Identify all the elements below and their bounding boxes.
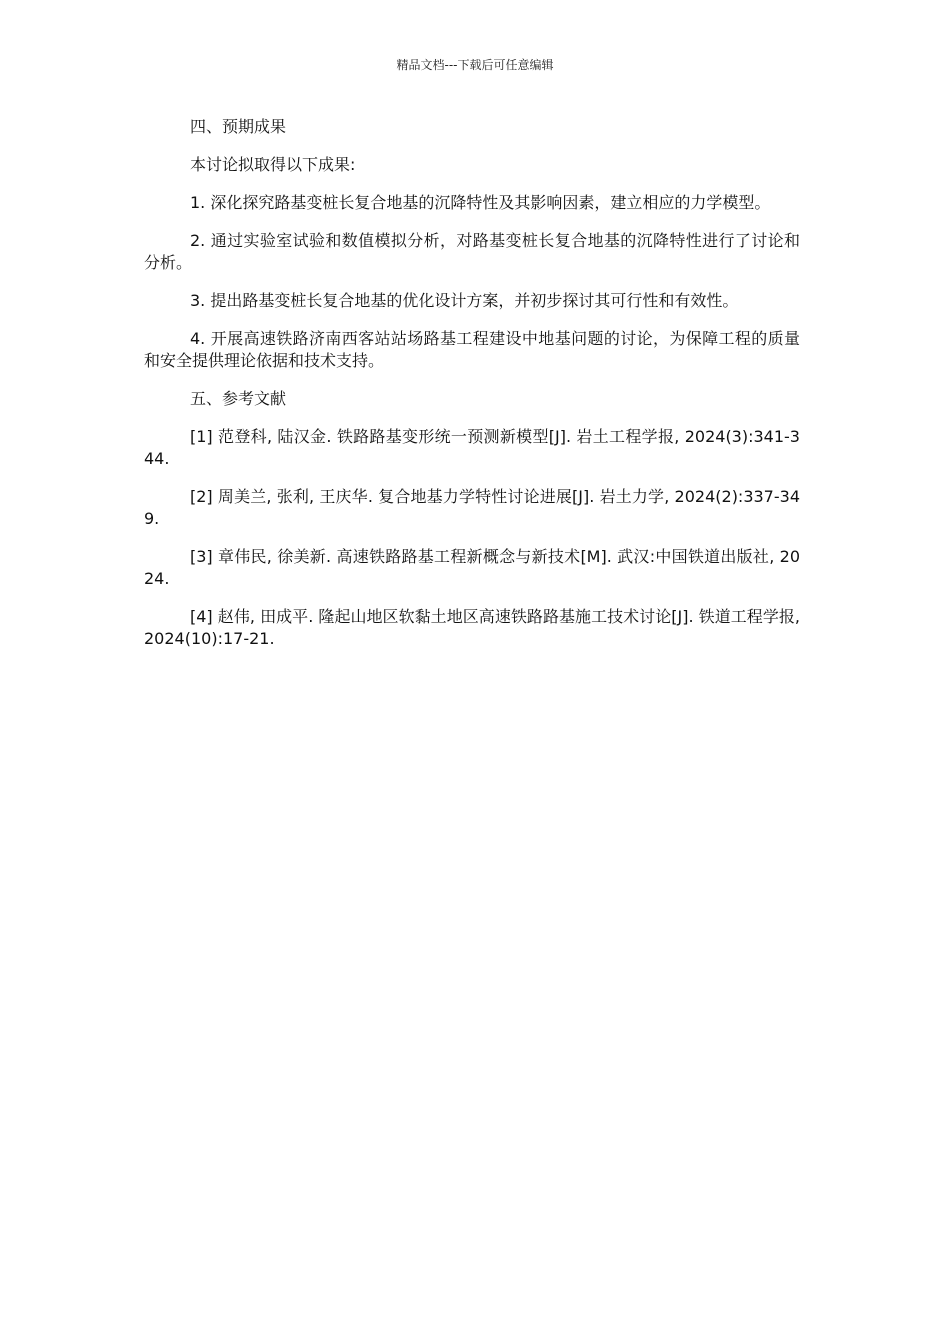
result-item-4: 4. 开展高速铁路济南西客站站场路基工程建设中地基问题的讨论，为保障工程的质量和安全提供理论依据和技术支持。 [144,329,800,370]
result-item-1: 1. 深化探究路基变桩长复合地基的沉降特性及其影响因素，建立相应的力学模型。 [190,193,771,212]
document-body [144,116,800,666]
reference-1: [1] 范登科, 陆汉金. 铁路路基变形统一预测新模型[J]. 岩土工程学报, 2024(3):341-344. [144,427,800,468]
result-item-3: 3. 提出路基变桩长复合地基的优化设计方案，并初步探讨其可行性和有效性。 [190,291,739,310]
reference-2: [2] 周美兰, 张利, 王庆华. 复合地基力学特性讨论进展[J]. 岩土力学, 2024(2):337-349. [144,487,800,528]
reference-3: [3] 章伟民, 徐美新. 高速铁路路基工程新概念与新技术[M]. 武汉:中国铁道出版社, 2024. [144,547,800,588]
result-item-2: 2. 通过实验室试验和数值模拟分析，对路基变桩长复合地基的沉降特性进行了讨论和分析。 [144,231,800,272]
section-heading-references: 五、参考文献 [190,389,287,408]
section-intro: 本讨论拟取得以下成果: [190,155,356,174]
section-heading-expected-results: 四、预期成果 [190,117,287,136]
reference-4: [4] 赵伟, 田成平. 隆起山地区软黏土地区高速铁路路基施工技术讨论[J]. 铁道工程学报, 2024(10):17-21. [144,607,800,648]
page-header: 精品文档---下载后可任意编辑 [396,58,554,72]
